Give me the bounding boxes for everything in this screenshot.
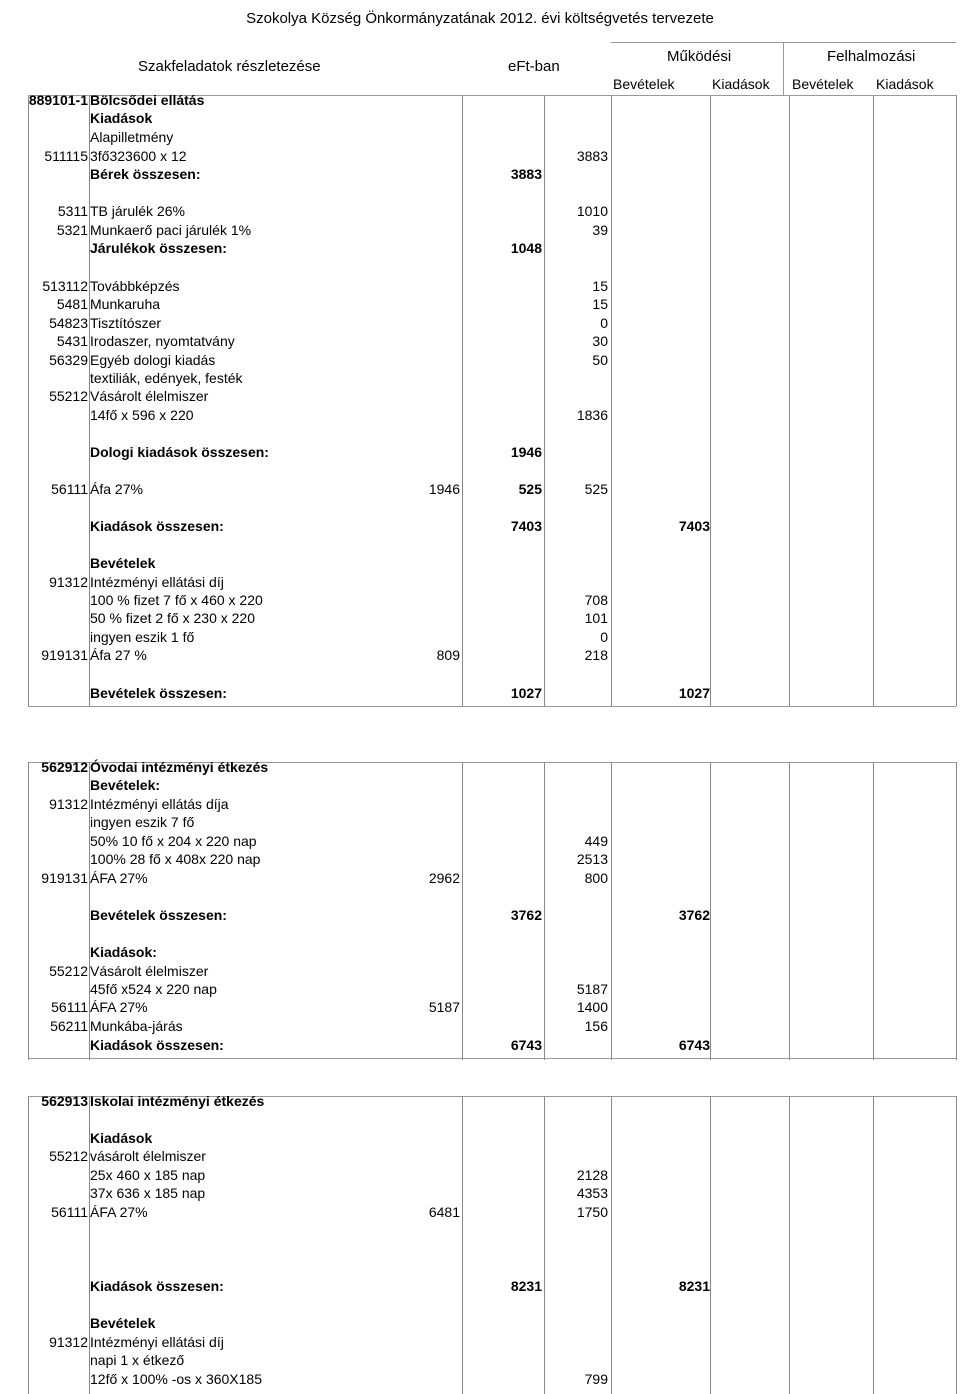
table-row — [28, 351, 958, 369]
table-row — [28, 1092, 958, 1110]
page-title: Szokolya Község Önkormányzatának 2012. évi költségvetés tervezete — [246, 10, 714, 27]
row-value-col4: 7403 — [678, 518, 710, 534]
row-value-col3: 2513 — [576, 851, 608, 867]
row-code: 56111 — [51, 1204, 88, 1220]
row-value-col3: 449 — [584, 833, 608, 849]
row-value-col3: 1750 — [576, 1204, 608, 1220]
row-label: 50 % fizet 2 fő x 230 x 220 — [90, 610, 255, 626]
row-label: Iskolai intézményi étkezés — [90, 1093, 265, 1109]
row-label: Kiadások: — [90, 944, 157, 960]
row-value-col2: 6743 — [510, 1037, 542, 1053]
header-unit: eFt-ban — [508, 58, 560, 75]
table-row — [28, 554, 958, 572]
row-label: Bevételek összesen: — [90, 907, 227, 923]
row-label: 12fő x 100% -os x 360X185 — [90, 1371, 263, 1387]
row-value-col3: 708 — [584, 592, 608, 608]
row-label: textiliák, edények, festék — [90, 370, 243, 386]
header-sub-kiadasok-2: Kiadások — [876, 76, 934, 92]
table-row — [28, 776, 958, 794]
table-row — [28, 758, 958, 776]
row-label: Kiadások — [90, 1130, 153, 1146]
row-label: Továbbképzés — [90, 278, 180, 294]
table-row — [28, 1017, 958, 1035]
row-label: Kiadások összesen: — [90, 518, 224, 534]
row-label: 37x 636 x 185 nap — [90, 1185, 206, 1201]
row-code: 5481 — [56, 296, 88, 312]
row-code: 56329 — [49, 352, 88, 368]
row-code: 55212 — [49, 963, 88, 979]
row-label: Bevételek összesen: — [90, 685, 227, 701]
table-row — [28, 517, 958, 535]
table-row — [28, 813, 958, 831]
row-value-col3: 5187 — [576, 981, 608, 997]
row-label: 100 % fizet 7 fő x 460 x 220 — [90, 592, 263, 608]
row-label: Kiadások összesen: — [90, 1037, 224, 1053]
section-border-line — [28, 706, 956, 707]
table-row — [28, 1147, 958, 1165]
row-value-col2: 1048 — [510, 240, 542, 256]
table-row — [28, 91, 958, 109]
header-left: Szakfeladatok részletezése — [138, 58, 321, 75]
row-code: 55212 — [49, 1148, 88, 1164]
row-label: Bevételek: — [90, 777, 161, 793]
row-label: ÁFA 27% — [90, 999, 148, 1015]
row-code: 56211 — [50, 1018, 88, 1034]
row-value-col3: 156 — [584, 1018, 608, 1034]
table-row — [28, 850, 958, 868]
row-value-col2: 8231 — [510, 1278, 542, 1294]
header-frame-line — [783, 42, 784, 95]
row-value-col3: 800 — [584, 870, 608, 886]
row-value-col3: 0 — [600, 315, 608, 331]
row-value-col3: 15 — [592, 278, 608, 294]
table-row — [28, 239, 958, 257]
row-label: Irodaszer, nyomtatvány — [90, 333, 235, 349]
row-label: TB járulék 26% — [90, 203, 185, 219]
table-row — [28, 332, 958, 350]
row-label: Dologi kiadások összesen: — [90, 444, 269, 460]
row-value-col3: 218 — [584, 647, 608, 663]
table-row — [28, 943, 958, 961]
row-value-col4: 8231 — [678, 1278, 710, 1294]
row-value-col2: 1027 — [510, 685, 542, 701]
row-value-col3: 4353 — [576, 1185, 608, 1201]
row-code: 56111 — [51, 999, 88, 1015]
row-label: Óvodai intézményi étkezés — [90, 759, 269, 775]
table-row — [28, 869, 958, 887]
row-value-col1: 2962 — [428, 870, 460, 886]
table-row — [28, 387, 958, 405]
row-value-col3: 30 — [592, 333, 608, 349]
row-value-col3: 799 — [584, 1371, 608, 1387]
row-value-col3: 1010 — [576, 203, 608, 219]
row-code: 511115 — [44, 148, 88, 164]
table-row — [28, 369, 958, 387]
table-row — [28, 202, 958, 220]
row-code: 5321 — [56, 222, 88, 238]
section-border-line — [28, 1058, 956, 1059]
row-label: Bérek összesen: — [90, 166, 201, 182]
table-row — [28, 684, 958, 702]
row-value-col1: 1946 — [428, 481, 460, 497]
row-value-col3: 1400 — [576, 999, 608, 1015]
row-label: Bevételek — [90, 555, 156, 571]
row-value-col3: 1836 — [576, 407, 608, 423]
table-row — [28, 406, 958, 424]
row-value-col3: 0 — [600, 629, 608, 645]
table-row — [28, 1129, 958, 1147]
table-row — [28, 646, 958, 664]
row-value-col2: 3762 — [510, 907, 542, 923]
table-row — [28, 628, 958, 646]
row-label: Áfa 27% — [90, 481, 143, 497]
header-sub-kiadasok-1: Kiadások — [712, 76, 770, 92]
row-label: 3fő323600 x 12 — [90, 148, 187, 164]
row-label: 25x 460 x 185 nap — [90, 1167, 206, 1183]
row-label: Intézményi ellátási díj — [90, 574, 224, 590]
row-label: Munkaruha — [90, 296, 161, 312]
row-value-col3: 15 — [592, 296, 608, 312]
row-value-col4: 3762 — [678, 907, 710, 923]
table-row — [28, 795, 958, 813]
row-value-col3: 525 — [584, 481, 608, 497]
row-code: 91312 — [49, 1334, 88, 1350]
row-code: 5431 — [56, 333, 88, 349]
row-value-col2: 7403 — [510, 518, 542, 534]
table-row — [28, 980, 958, 998]
row-code: 889101-1 — [28, 92, 88, 108]
table-row — [28, 998, 958, 1016]
table-row — [28, 128, 958, 146]
row-code: 56111 — [51, 481, 88, 497]
row-label: vásárolt élelmiszer — [90, 1148, 206, 1164]
row-label: ÁFA 27% — [90, 1204, 148, 1220]
table-row — [28, 573, 958, 591]
row-value-col3: 101 — [584, 610, 608, 626]
row-label: ingyen eszik 1 fő — [90, 629, 195, 645]
table-row — [28, 165, 958, 183]
row-label: 50% 10 fő x 204 x 220 nap — [90, 833, 257, 849]
row-value-col2: 1946 — [510, 444, 542, 460]
row-label: Alapilletmény — [90, 129, 174, 145]
row-code: 5311 — [57, 203, 88, 219]
header-mukodesi: Működési — [667, 48, 732, 65]
row-label: 100% 28 fő x 408x 220 nap — [90, 851, 261, 867]
row-code: 54823 — [49, 315, 88, 331]
table-row — [28, 1184, 958, 1202]
row-value-col2: 3883 — [510, 166, 542, 182]
header-sub-bevetelek-1: Bevételek — [613, 76, 675, 92]
row-label: Egyéb dologi kiadás — [90, 352, 216, 368]
table-row — [28, 962, 958, 980]
table-row — [28, 1333, 958, 1351]
table-row — [28, 221, 958, 239]
row-code: 919131 — [41, 647, 88, 663]
row-label: Kiadások — [90, 110, 153, 126]
row-code: 55212 — [49, 388, 88, 404]
row-label: Tisztítószer — [90, 315, 162, 331]
header-felhalmozasi: Felhalmozási — [827, 48, 916, 65]
table-row — [28, 1036, 958, 1054]
row-label: napi 1 x étkező — [90, 1352, 185, 1368]
row-value-col2: 525 — [518, 481, 542, 497]
table-row — [28, 443, 958, 461]
row-label: Kiadások összesen: — [90, 1278, 224, 1294]
table-row — [28, 295, 958, 313]
row-label: Bölcsődei ellátás — [90, 92, 205, 108]
row-value-col4: 1027 — [678, 685, 710, 701]
row-label: ingyen eszik 7 fő — [90, 814, 195, 830]
table-row — [28, 1314, 958, 1332]
table-row — [28, 591, 958, 609]
row-code: 562912 — [41, 759, 88, 775]
row-value-col1: 6481 — [428, 1204, 460, 1220]
row-label: Vásárolt élelmiszer — [90, 963, 209, 979]
row-value-col3: 2128 — [576, 1167, 608, 1183]
row-label: Munkaerő paci járulék 1% — [90, 222, 252, 238]
row-code: 919131 — [41, 870, 88, 886]
row-value-col3: 50 — [592, 352, 608, 368]
row-label: Intézményi ellátási díj — [90, 1334, 224, 1350]
row-label: 45fő x524 x 220 nap — [90, 981, 217, 997]
table-row — [28, 609, 958, 627]
table-row — [28, 480, 958, 498]
row-label: Bevételek — [90, 1315, 156, 1331]
row-value-col1: 5187 — [428, 999, 460, 1015]
row-label: Vásárolt élelmiszer — [90, 388, 209, 404]
row-code: 91312 — [49, 796, 88, 812]
row-value-col3: 39 — [592, 222, 608, 238]
table-row — [28, 906, 958, 924]
row-label: Munkába-járás — [90, 1018, 183, 1034]
row-code: 91312 — [49, 574, 88, 590]
row-value-col1: 809 — [436, 647, 460, 663]
header-sub-bevetelek-2: Bevételek — [792, 76, 854, 92]
row-code: 562913 — [41, 1093, 88, 1109]
table-row — [28, 314, 958, 332]
row-label: Járulékok összesen: — [90, 240, 227, 256]
table-row — [28, 1166, 958, 1184]
row-value-col3: 3883 — [576, 148, 608, 164]
table-row — [28, 1203, 958, 1221]
table-row — [28, 832, 958, 850]
row-label: Áfa 27 % — [90, 647, 147, 663]
row-value-col4: 6743 — [678, 1037, 710, 1053]
table-row — [28, 1351, 958, 1369]
table-row — [28, 109, 958, 127]
table-row — [28, 147, 958, 165]
table-row — [28, 1277, 958, 1295]
row-label: 14fő x 596 x 220 — [90, 407, 194, 423]
table-row — [28, 277, 958, 295]
row-label: ÁFA 27% — [90, 870, 148, 886]
table-row — [28, 1370, 958, 1388]
row-code: 513112 — [42, 278, 88, 294]
row-label: Intézményi ellátás díja — [90, 796, 229, 812]
